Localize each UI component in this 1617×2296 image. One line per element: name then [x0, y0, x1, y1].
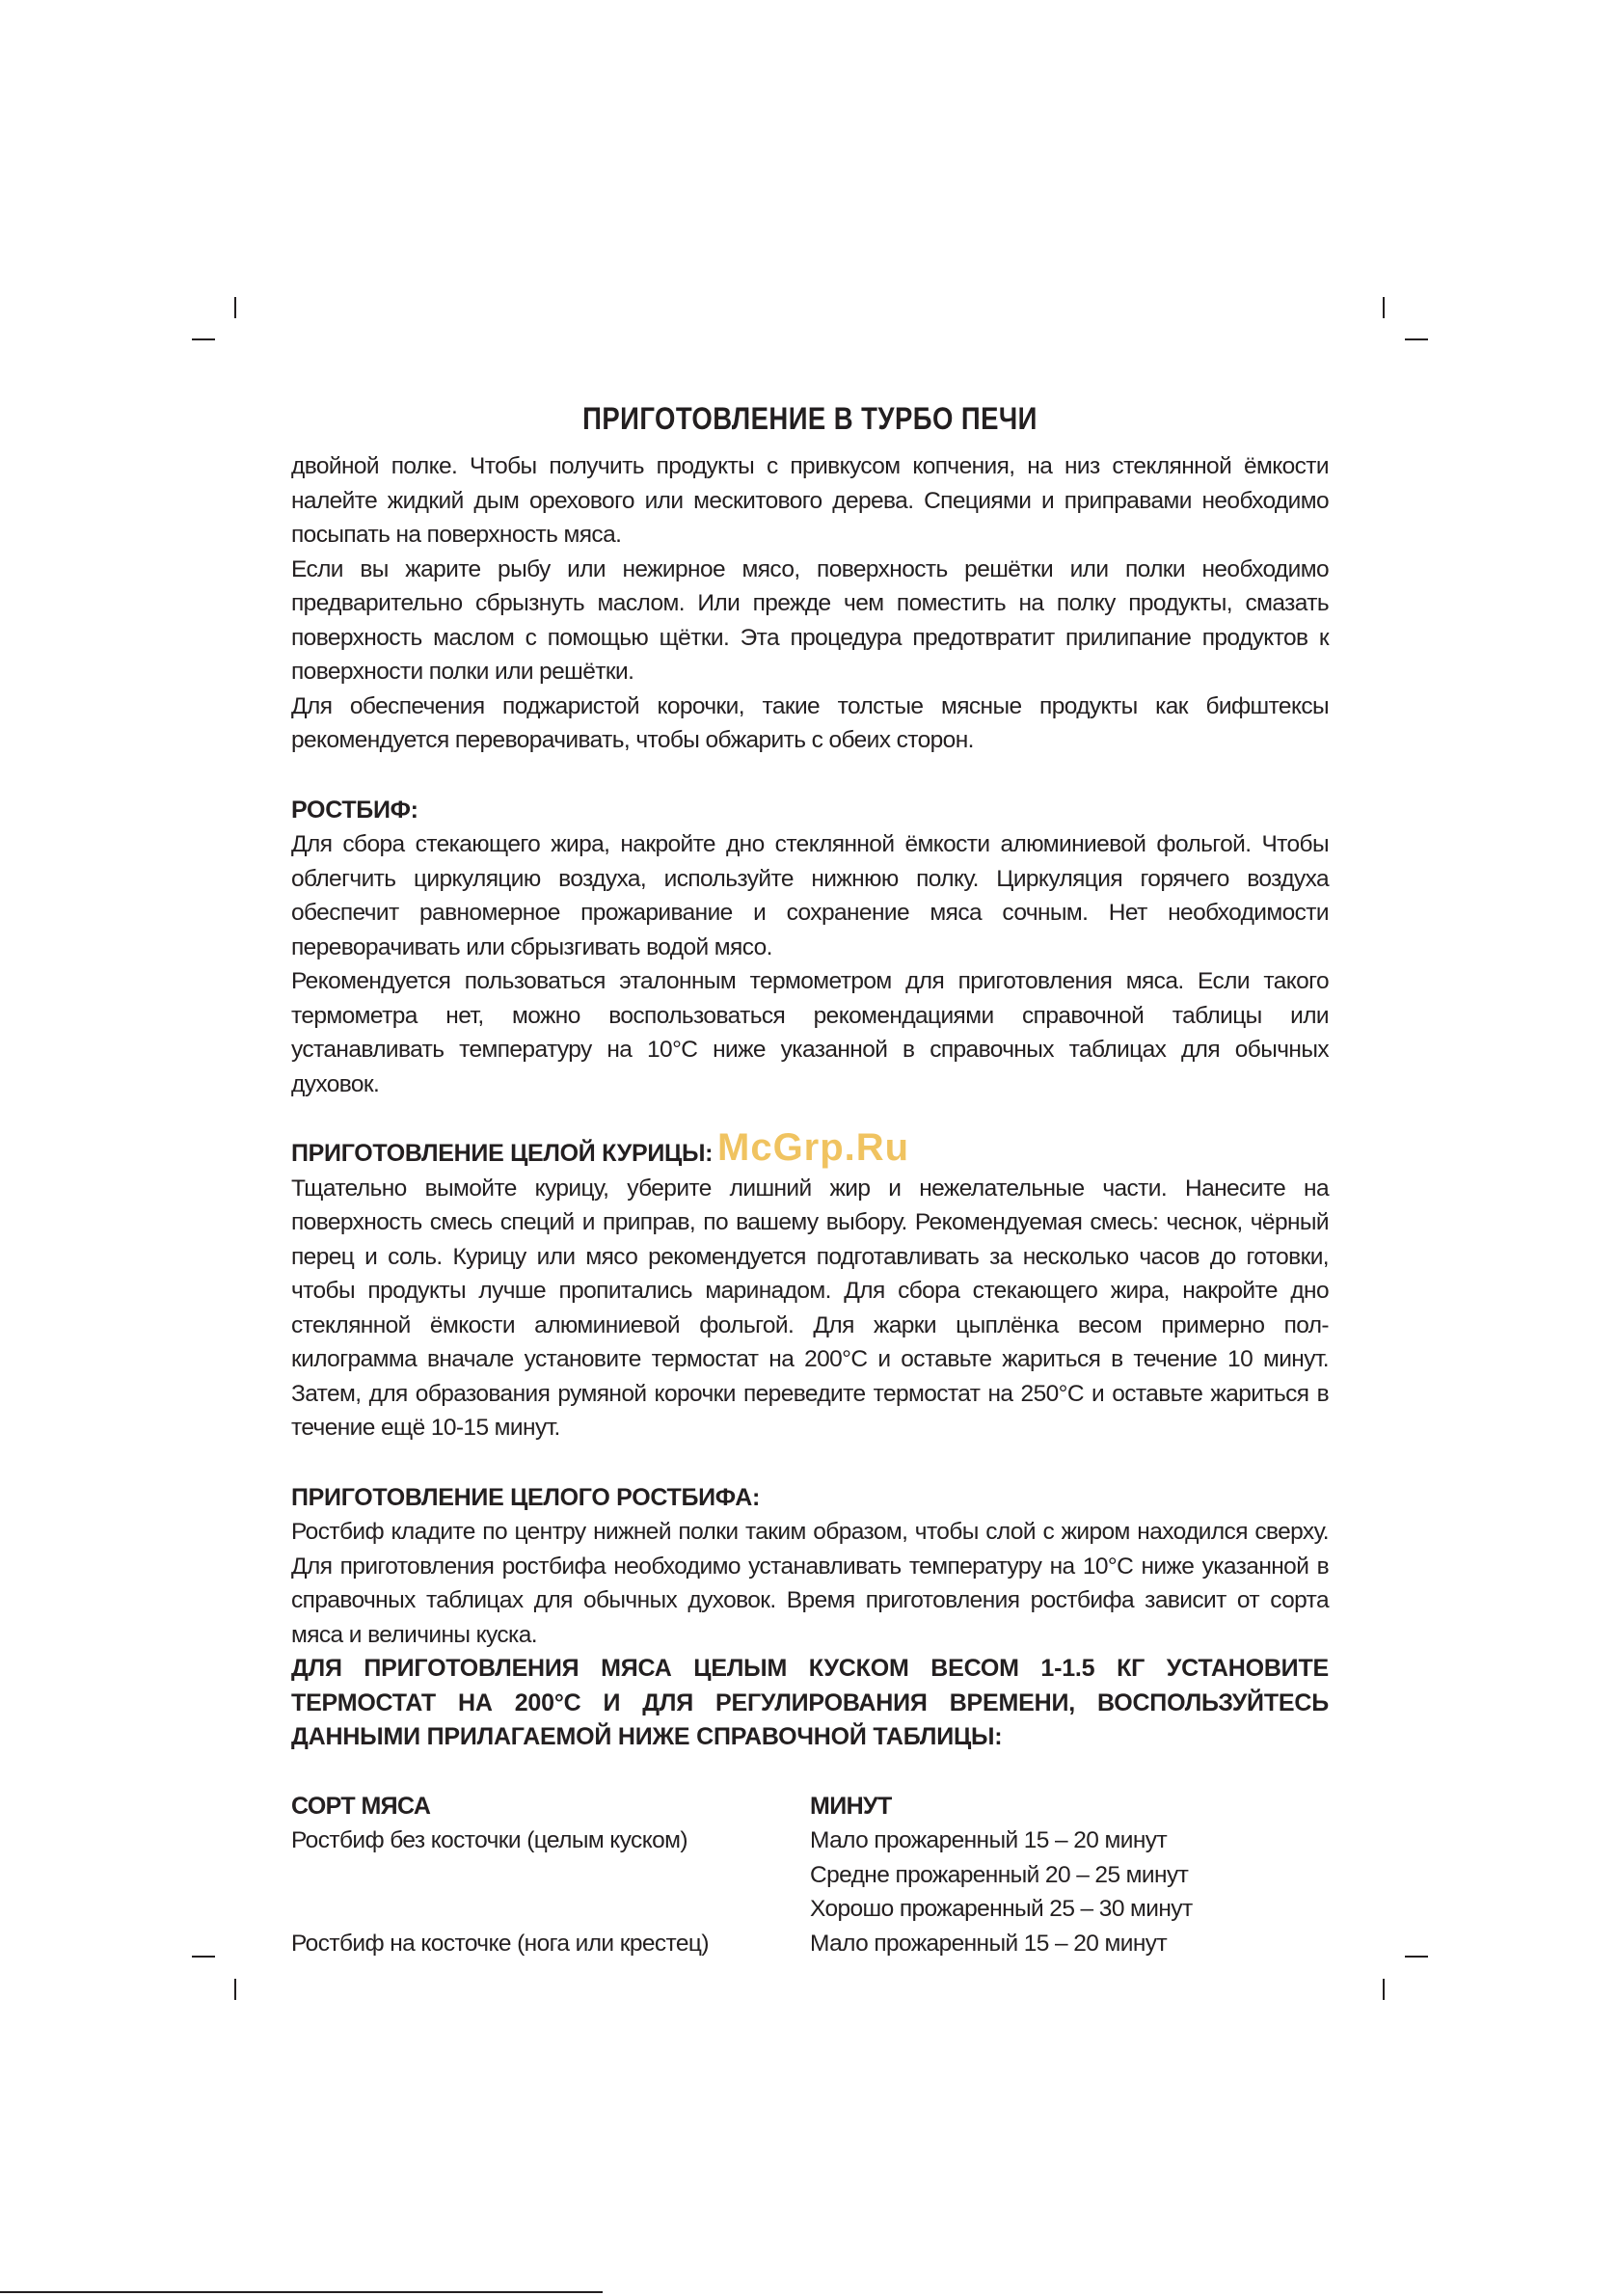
- rostbif-paragraph: Рекомендуется пользоваться эталонным термометром для приготовления мяса. Если такого термометра нет, можно воспользоваться рекомендациями справочной таблицы или устанавливать температуру на 10°С ниже указанной в справочных таблицах для обычных духовок.: [291, 968, 1329, 1097]
- chicken-paragraph: Тщательно вымойте курицу, уберите лишний жир и нежелательные части. Нанесите на поверхность смесь специй и приправ, по вашему выбору. Рекомендуемая смесь: чеснок, чёрный перец и соль. Курицу или мясо рекомендуется подготавливать за несколько часов до готовки, чтобы продукты лучше пропитались маринадом. Для сбора стекающего жира, накройте дно стеклянной ёмкости алюминиевой фольгой. Для жарки цыплёнка весом примерно пол-килограмма вначале установите термостат на 200°С и оставьте жариться в течение 10 минут. Затем, для образования румяной корочки переведите термостат на 250°С и оставьте жариться в течение ещё 10-15 минут.: [291, 1175, 1329, 1441]
- table-row: [291, 1927, 1329, 1961]
- table-row: [291, 1892, 1329, 1927]
- intro-paragraph: двойной полке. Чтобы получить продукты с привкусом копчения, на низ стеклянной ёмкости налейте жидкий дым орехового или мескитового дерева. Специями и приправами необходимо посыпать на поверхность мяса.: [291, 453, 1329, 548]
- table-cell: Ростбиф на косточке (нога или крестец): [291, 1930, 709, 1957]
- crop-mark: [192, 1956, 215, 1958]
- document-page: [291, 397, 1329, 1960]
- intro-paragraph: Если вы жарите рыбу или нежирное мясо, поверхность решётки или полки необходимо предварительно сбрызнуть маслом. Или прежде чем поместить на полку продукты, смазать поверхность маслом с помощью щётки. Эта процедура предотвратит прилипание продуктов к поверхности полки или решётки.: [291, 555, 1329, 685]
- page-title: ПРИГОТОВЛЕНИЕ В ТУРБО ПЕЧИ: [582, 401, 1038, 436]
- crop-mark: [1383, 297, 1385, 318]
- table-cell: Мало прожаренный 15 – 20 минут: [810, 1827, 1168, 1853]
- table-cell: Хорошо прожаренный 25 – 30 минут: [810, 1896, 1193, 1922]
- roasting-time-table: [291, 1790, 1329, 1961]
- table-cell: Ростбиф без косточки (целым куском): [291, 1827, 687, 1853]
- watermark-logo: McGrp.Ru: [717, 1126, 910, 1169]
- crop-mark: [234, 1979, 236, 2000]
- section-heading-whole-rostbif: ПРИГОТОВЛЕНИЕ ЦЕЛОГО РОСТБИФА:: [291, 1483, 760, 1511]
- crop-mark: [234, 297, 236, 318]
- crop-mark: [1405, 338, 1428, 340]
- section-heading-rostbif: РОСТБИФ:: [291, 796, 418, 824]
- table-header-row: [291, 1790, 1329, 1824]
- table-cell: [291, 1892, 810, 1927]
- table-cell: Мало прожаренный 15 – 20 минут: [810, 1930, 1168, 1957]
- whole-rostbif-instruction: ДЛЯ ПРИГОТОВЛЕНИЯ МЯСА ЦЕЛЫМ КУСКОМ ВЕСОМ 1-1.5 КГ УСТАНОВИТЕ ТЕРМОСТАТ НА 200°С И ДЛЯ РЕГУЛИРОВАНИЯ ВРЕМЕНИ, ВОСПОЛЬЗУЙТЕСЬ ДАННЫМИ ПРИЛАГАЕМОЙ НИЖЕ СПРАВОЧНОЙ ТАБЛИЦЫ:: [291, 1655, 1329, 1750]
- crop-mark: [192, 338, 215, 340]
- column-header-meat-type: СОРТ МЯСА: [291, 1792, 431, 1820]
- crop-mark: [1383, 1979, 1385, 2000]
- intro-paragraph: Для обеспечения поджаристой корочки, такие толстые мясные продукты как бифштексы рекомендуется переворачивать, чтобы обжарить с обеих сторон.: [291, 692, 1329, 753]
- table-cell: Средне прожаренный 20 – 25 минут: [810, 1861, 1189, 1888]
- whole-rostbif-paragraph: Ростбиф кладите по центру нижней полки таким образом, чтобы слой с жиром находился сверху. Для приготовления ростбифа необходимо устанавливать температуру на 10°С ниже указанной в справочных таблицах для обычных духовок. Время приготовления ростбифа зависит от сорта мяса и величины куска.: [291, 1519, 1329, 1648]
- section-heading-chicken: ПРИГОТОВЛЕНИЕ ЦЕЛОЙ КУРИЦЫ:: [291, 1140, 714, 1167]
- table-cell: [291, 1858, 810, 1893]
- table-row: [291, 1858, 1329, 1893]
- rostbif-paragraph: Для сбора стекающего жира, накройте дно стеклянной ёмкости алюминиевой фольгой. Чтобы облегчить циркуляцию воздуха, используйте нижнюю полку. Циркуляция горячего воздуха обеспечит равномерное прожаривание и сохранение мяса сочным. Нет необходимости переворачивать или сбрызгивать водой мясо.: [291, 831, 1329, 960]
- table-row: [291, 1823, 1329, 1858]
- crop-mark: [1405, 1956, 1428, 1958]
- bottom-divider: [0, 2291, 603, 2293]
- column-header-minutes: МИНУТ: [810, 1792, 892, 1820]
